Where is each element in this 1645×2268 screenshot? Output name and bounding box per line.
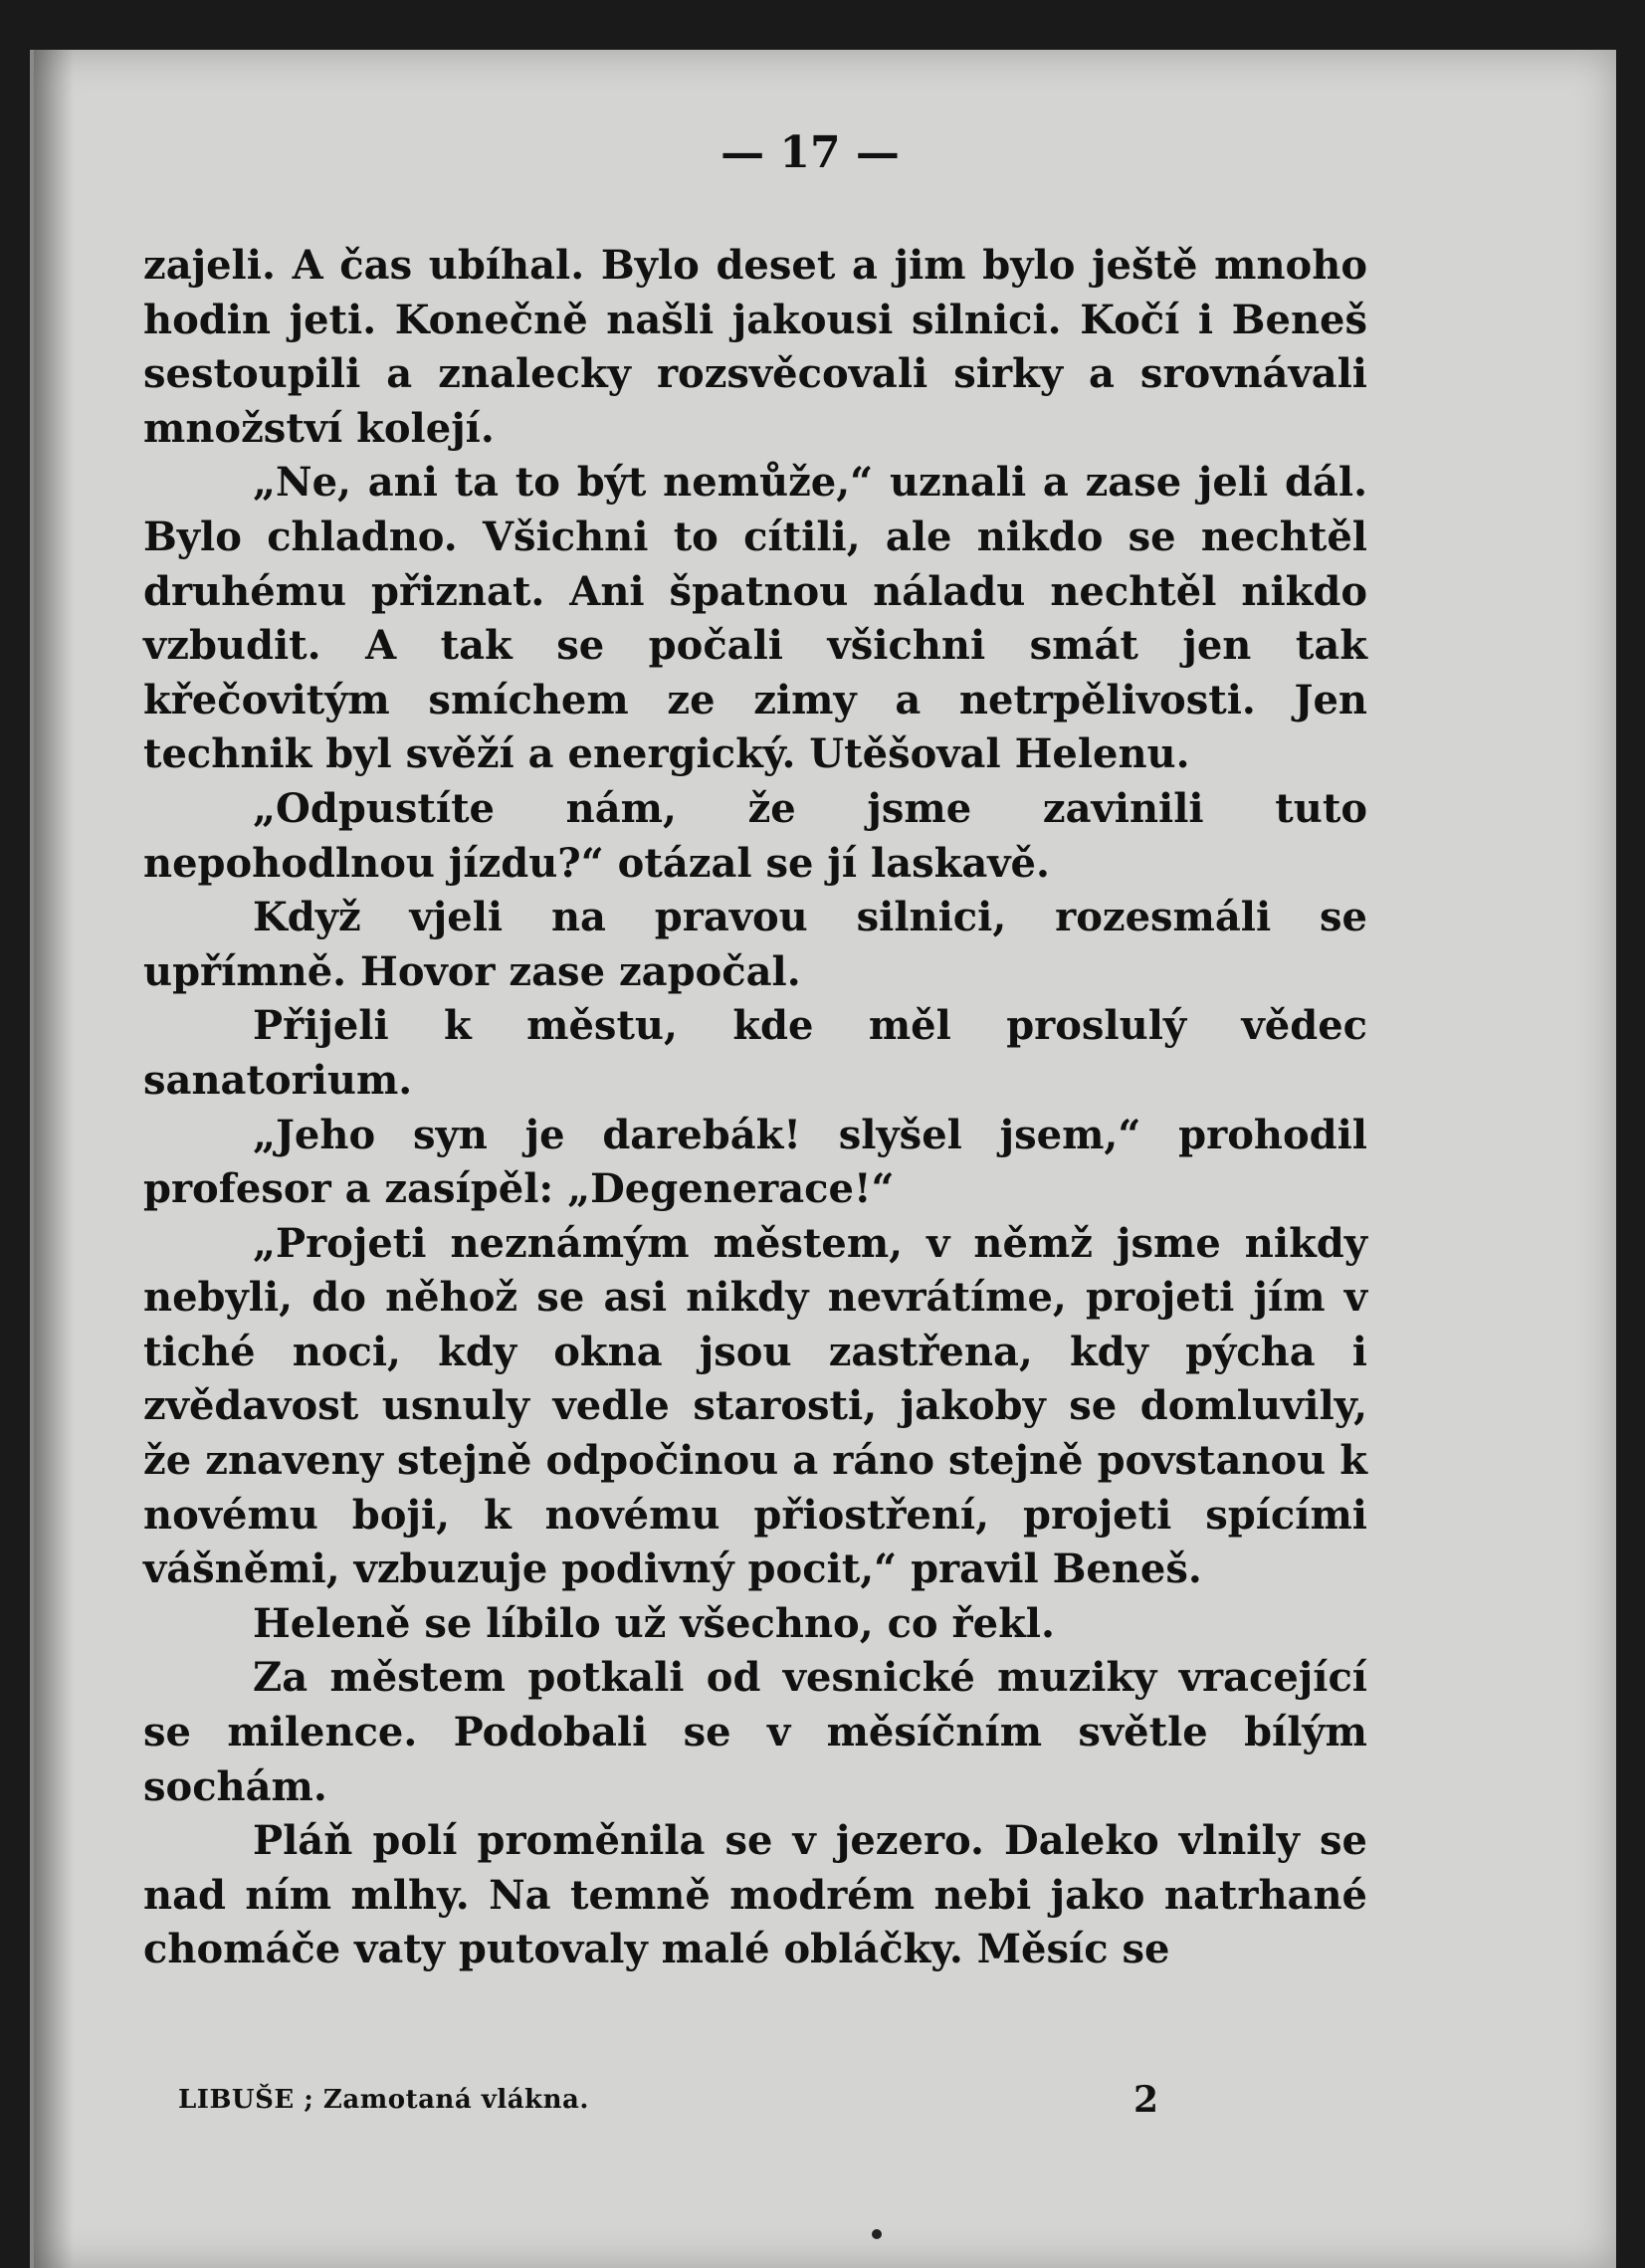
speck-dot [872,2229,882,2239]
signature-mark: 2 [1133,2079,1159,2121]
paragraph-1: zajeli. A čas ubíhal. Bylo deset a jim bylo ještě mnoho hodin jeti. Konečně našli jakousi silnici. Kočí i Beneš sestoupili a znalecky rozsvěcovali sirky a srovnávali množství kolejí. [143,242,1367,452]
page-number: — 17 — [720,127,900,178]
body-text [143,239,1367,1977]
paragraph-7: „Projeti neznámým městem, v němž jsme nikdy nebyli, do něhož se asi nikdy nevrátíme, projeti jím v tiché noci, kdy okna jsou zastřena, kdy pýcha i zvědavost usnuly vedle starosti, jakoby se domluvily, že znaveny stejně odpočinou a ráno stejně povstanou k novému boji, k novému přiostření, projeti spícími vášněmi, vzbuzuje podivný pocit,“ pravil Beneš. [143,1219,1367,1593]
paragraph-9: Za městem potkali od vesnické muziky vracející se milence. Podobali se v měsíčním světle bílým sochám. [143,1654,1367,1810]
paragraph-6: „Jeho syn je darebák! slyšel jsem,“ prohodil profesor a zasípěl: „Degenerace!“ [143,1111,1367,1213]
paragraph-4: Když vjeli na pravou silnici, rozesmáli se upřímně. Hovor zase započal. [143,894,1367,995]
paragraph-3: „Odpustíte nám, že jsme zavinili tuto nepohodlnou jízdu?“ otázal se jí laskavě. [143,784,1367,887]
page-footer [178,2079,1193,2121]
paragraph-5: Přijeli k městu, kde měl proslulý vědec sanatorium. [143,1002,1367,1104]
paragraph-8: Heleně se líbilo už všechno, co řekl. [253,1599,1055,1647]
binding-shadow [34,50,74,2268]
paragraph-10: Pláň polí proměnila se v jezero. Daleko vlnily se nad ním mlhy. Na temně modrém nebi jako natrhané chomáče vaty putovaly malé obláčky. Měsíc se [143,1817,1367,1973]
paragraph-2: „Ne, ani ta to být nemůže,“ uznali a zase jeli dál. Bylo chladno. Všichni to cítili, ale nikdo se nechtěl druhému přiznat. Ani špatnou náladu nechtěl nikdo vzbudit. A tak se počali všichni smát jen tak křečovitým smíchem ze zimy a netrpělivosti. Jen technik byl svěží a energický. Utěšoval Helenu. [143,459,1367,778]
footer-title: LIBUŠE ; Zamotaná vlákna. [178,2085,589,2115]
book-page [30,50,1616,2268]
